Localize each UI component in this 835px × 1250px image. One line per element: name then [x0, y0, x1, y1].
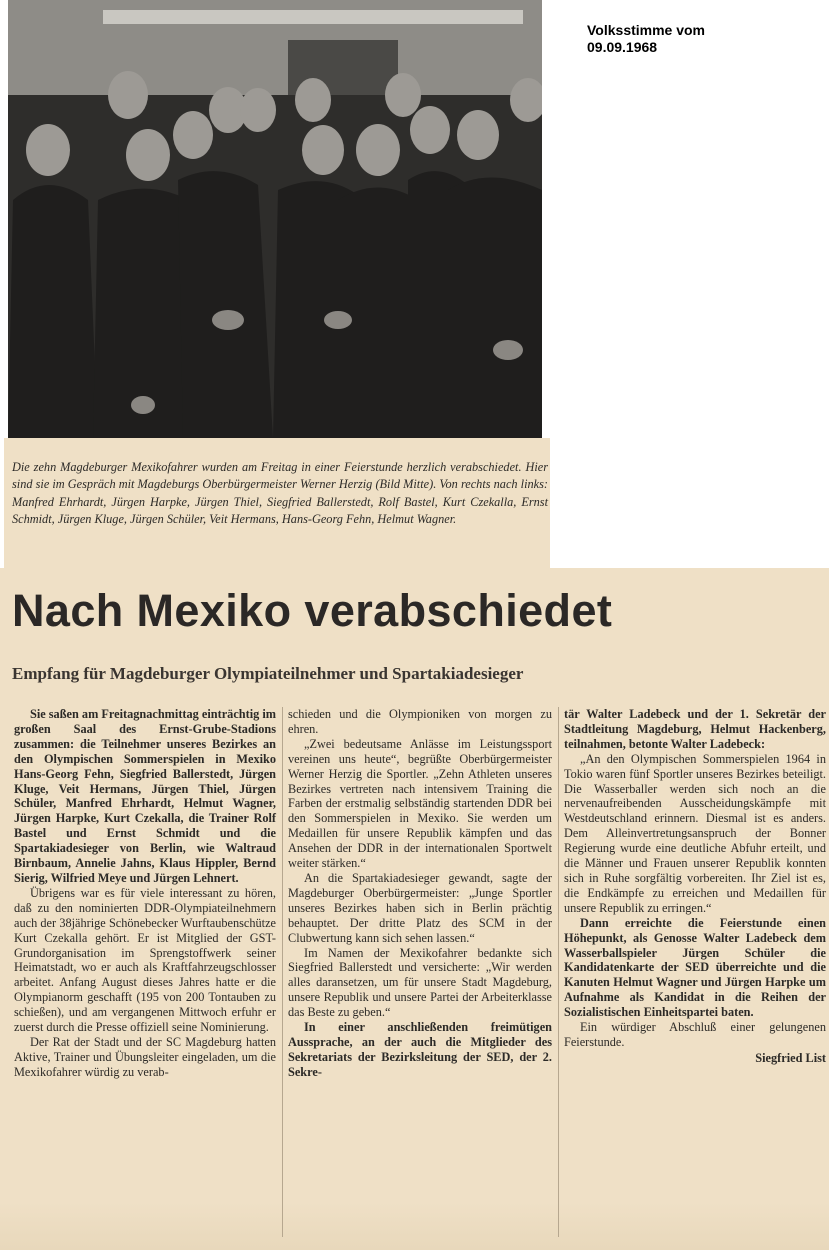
paragraph: „An den Olympischen Sommerspielen 1964 in Tokio waren fünf Sportler unseres Bezirkes beteiligt. Die Wasserballer werden sich noch an die nervenaufreibenden Ausscheidungskämpfe mit Westdeutschland erinnern. Diesmal ist es anders. Dem Alleinvertretungsanspruch der Bonner Regierung wurde eine deutliche Abfuhr erteilt, und die Männer und Frauen unserer Republik konnten sich in Ruhe sorgfältig vorbereiten. Ihr Ziel ist es, die Endkämpfe zu erreichen und Medaillen für unsere Republik zu erringen.“	[564, 751, 826, 915]
article-column-2	[288, 707, 552, 1080]
column-divider	[558, 707, 559, 1237]
paragraph: Der Rat der Stadt und der SC Magdeburg hatten Aktive, Trainer und Übungsleiter eingeladen, um die Mexikofahrer würdig zu verab-	[14, 1034, 276, 1079]
paragraph: schieden und die Olympioniken von morgen zu ehren.	[288, 707, 552, 736]
paragraph: tär Walter Ladebeck und der 1. Sekretär der Stadtleitung Magdeburg, Helmut Hackenberg, teilnahmen, betonte Walter Ladebeck:	[564, 707, 826, 751]
article-headline: Nach Mexiko verabschiedet	[12, 585, 613, 636]
paragraph: „Zwei bedeutsame Anlässe im Leistungssport vereinen uns heute“, begrüßte Oberbürgermeister Werner Herzig die Sportler. „Zehn Athleten unseres Bezirkes vertreten nach intensivem Training die Farben der erstmalig selbständig startenden DDR bei den Sommerspielen in Mexiko. Sie werden um Medaillen für unsere Republik kämpfen und das Ansehen der DDR in der internationalen Sportwelt weiter stärken.“	[288, 736, 552, 871]
paragraph: Dann erreichte die Feierstunde einen Höhepunkt, als Genosse Walter Ladebeck dem Wasserballspieler Jürgen Schüler die Kandidatenkarte der SED überreichte und die Kanuten Helmut Wagner und Jürgen Harpke um Aufnahme als Kandidat in die Reihen der Sozialistischen Einheitspartei baten.	[564, 915, 826, 1020]
source-label-line1: Volksstimme vom	[587, 22, 706, 38]
source-label-date: 09.09.1968	[587, 39, 658, 55]
article-column-1	[14, 707, 276, 1080]
paragraph: Im Namen der Mexikofahrer bedankte sich Siegfried Ballerstedt und versicherte: „Wir werden alles daransetzen, um für unsere Stadt Magdeburg, unsere Republik und unsere Partei der Arbeiterklasse das Beste zu geben.“	[288, 945, 552, 1020]
article-subhead: Empfang für Magdeburger Olympiateilnehmer und Spartakiadesieger	[12, 664, 524, 683]
article-column-3	[564, 707, 826, 1066]
group-photo	[8, 0, 542, 438]
paragraph: An die Spartakiadesieger gewandt, sagte der Magdeburger Oberbürgermeister: „Junge Sportler unseres Bezirkes haben sich in Berlin prächtig behauptet. Der dritte Platz des SCM in der Clubwertung kann sich sehen lassen.“	[288, 870, 552, 945]
paragraph: Ein würdiger Abschluß einer gelungenen Feierstunde.	[564, 1020, 826, 1049]
paragraph: Sie saßen am Freitagnachmittag einträchtig im großen Saal des Ernst-Grube-Stadions zusammen: die Teilnehmer unseres Bezirkes an den Olympischen Sommerspielen in Mexiko Hans-Georg Fehn, Siegfried Ballerstedt, Jürgen Kluge, Veit Hermans, Jürgen Thiel, Jürgen Schüler, Manfred Ehrhardt, Helmut Wagner, Jürgen Harpke, Kurt Czekalla, die Trainer Rolf Bastel und Ernst Schmidt und die Spartakiadesieger von Berlin, wie Waltraud Birnbaum, Annelie Jahns, Klaus Hippler, Bernd Sierig, Wilfried Meye und Jürgen Lehnert.	[14, 707, 277, 885]
column-divider	[282, 707, 283, 1237]
photo-caption: Die zehn Magdeburger Mexikofahrer wurden am Freitag in einer Feierstunde herzlich verabschiedet. Hier sind sie im Gespräch mit Magdeburgs Oberbürgermeister Werner Herzig (Bild Mitte). Von rechts nach links: Manfred Ehrhardt, Jürgen Harpke, Jürgen Thiel, Siegfried Ballerstedt, Rolf Bastel, Kurt Czekalla, Ernst Schmidt, Jürgen Kluge, Jürgen Schüler, Veit Hermans, Hans-Georg Fehn, Helmut Wagner.	[12, 460, 548, 527]
source-label	[587, 22, 705, 56]
paragraph: In einer anschließenden freimütigen Aussprache, an der auch die Mitglieder des Sekretariats der Bezirksleitung der SED, der 2. Sekre-	[288, 1020, 552, 1079]
author-signature: Siegfried List	[755, 1050, 826, 1065]
group-photo-icon	[8, 0, 542, 438]
paragraph: Übrigens war es für viele interessant zu hören, daß zu den nominierten DDR-Olympiateilnehmern auch der 38jährige Schönebecker Wurftaubenschütze Kurt Czekalla gehört. Er ist Mitglied der GST-Grundorganisation im Sprengstoffwerk seiner Heimatstadt, wo er auch als Kraftfahrzeugschlosser arbeitet. Anfang August dieses Jahres hatte er die Olympianorm geschafft (195 von 200 Tontauben zu schießen), und am vergangenen Mittwoch erfuhr er zuerst durch die Presse offiziell seine Nominierung.	[14, 885, 276, 1035]
